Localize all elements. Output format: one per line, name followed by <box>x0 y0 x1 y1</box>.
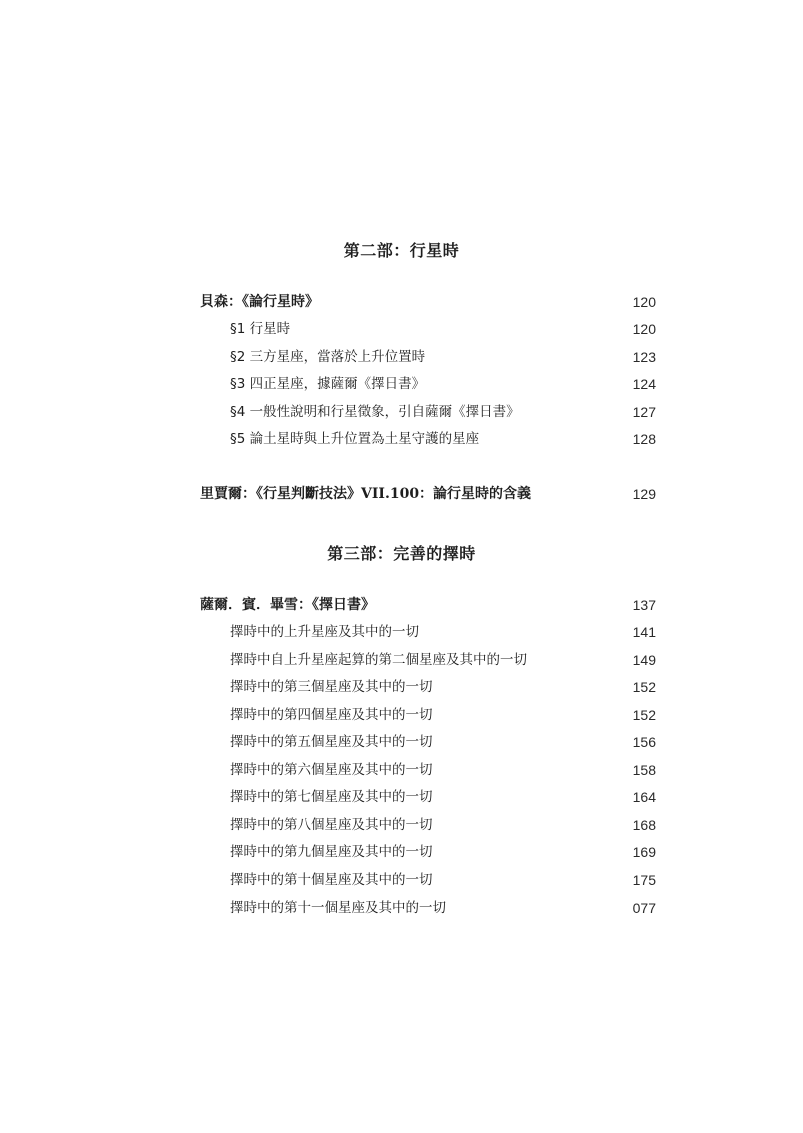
toc-entry-page: 141 <box>632 624 656 640</box>
toc-entry-title: 擇時中的第六個星座及其中的一切 <box>230 762 433 778</box>
toc-entry-title: 薩爾．賓．畢雪：《擇日書》 <box>200 597 375 613</box>
toc-entry-page: 156 <box>632 734 656 750</box>
toc-entry[interactable] <box>200 676 656 698</box>
toc-entry-page: 127 <box>632 404 656 420</box>
toc-entry-title: 擇時中的第七個星座及其中的一切 <box>230 789 433 805</box>
toc-entry-page: 124 <box>632 376 656 392</box>
toc-entry-title: 擇時中的第十個星座及其中的一切 <box>230 872 433 888</box>
toc-entry-title: 里賈爾：《行星判斷技法》VII.100：論行星時的含義 <box>200 486 532 502</box>
toc-entry-page: 164 <box>632 789 656 805</box>
toc-entry-page: 120 <box>632 321 656 337</box>
toc-entry-title: 擇時中的第八個星座及其中的一切 <box>230 817 433 833</box>
toc-entry[interactable] <box>200 759 656 781</box>
toc-entry-title: 擇時中的第三個星座及其中的一切 <box>230 679 433 695</box>
toc-entry-title: §3 四正星座，據薩爾《擇日書》 <box>230 376 426 392</box>
toc-entry-page: 168 <box>632 817 656 833</box>
part3-heading: 第三部：完善的擇時 <box>327 544 476 563</box>
toc-entry[interactable] <box>200 373 656 395</box>
toc-entry[interactable] <box>200 869 656 891</box>
toc-entry[interactable] <box>200 594 656 616</box>
toc-entry[interactable] <box>200 786 656 808</box>
toc-entry-page: 120 <box>632 294 656 310</box>
toc-entry[interactable] <box>200 704 656 726</box>
toc-entry-title: 貝森：《論行星時》 <box>200 294 319 310</box>
toc-entry[interactable] <box>200 649 656 671</box>
toc-entry[interactable] <box>200 318 656 340</box>
toc-entry-title: §2 三方星座，當落於上升位置時 <box>230 349 426 365</box>
toc-entry-page: 175 <box>632 872 656 888</box>
toc-entry-title: 擇時中的第九個星座及其中的一切 <box>230 844 433 860</box>
toc-entry-page: 077 <box>632 900 656 916</box>
toc-entry[interactable] <box>200 483 656 505</box>
toc-entry-title: 擇時中的第十一個星座及其中的一切 <box>230 900 446 916</box>
toc-entry-page: 152 <box>632 707 656 723</box>
toc-entry[interactable] <box>200 814 656 836</box>
toc-entry-page: 158 <box>632 762 656 778</box>
toc-entry[interactable] <box>200 346 656 368</box>
toc-entry-page: 129 <box>632 486 656 502</box>
toc-entry-page: 128 <box>632 431 656 447</box>
toc-entry-title: §4 一般性說明和行星徵象，引自薩爾《擇日書》 <box>230 404 520 420</box>
toc-entry-page: 169 <box>632 844 656 860</box>
toc-entry[interactable] <box>200 291 656 313</box>
toc-entry-title: 擇時中的第四個星座及其中的一切 <box>230 707 433 723</box>
toc-entry-title: 擇時中自上升星座起算的第二個星座及其中的一切 <box>230 652 527 668</box>
toc-entry-page: 149 <box>632 652 656 668</box>
toc-entry[interactable] <box>200 428 656 450</box>
toc-entry[interactable] <box>200 731 656 753</box>
toc-entry[interactable] <box>200 841 656 863</box>
toc-entry[interactable] <box>200 621 656 643</box>
toc-entry[interactable] <box>200 897 656 919</box>
toc-entry-title: 擇時中的第五個星座及其中的一切 <box>230 734 433 750</box>
toc-entry-page: 123 <box>632 349 656 365</box>
toc-entry-title: §1 行星時 <box>230 321 291 337</box>
toc-entry-page: 137 <box>632 597 656 613</box>
part2-heading: 第二部：行星時 <box>343 241 460 260</box>
toc-entry-page: 152 <box>632 679 656 695</box>
toc-entry-title: §5 論土星時與上升位置為土星守護的星座 <box>230 431 480 447</box>
toc-entry-title: 擇時中的上升星座及其中的一切 <box>230 624 419 640</box>
toc-entry[interactable] <box>200 401 656 423</box>
